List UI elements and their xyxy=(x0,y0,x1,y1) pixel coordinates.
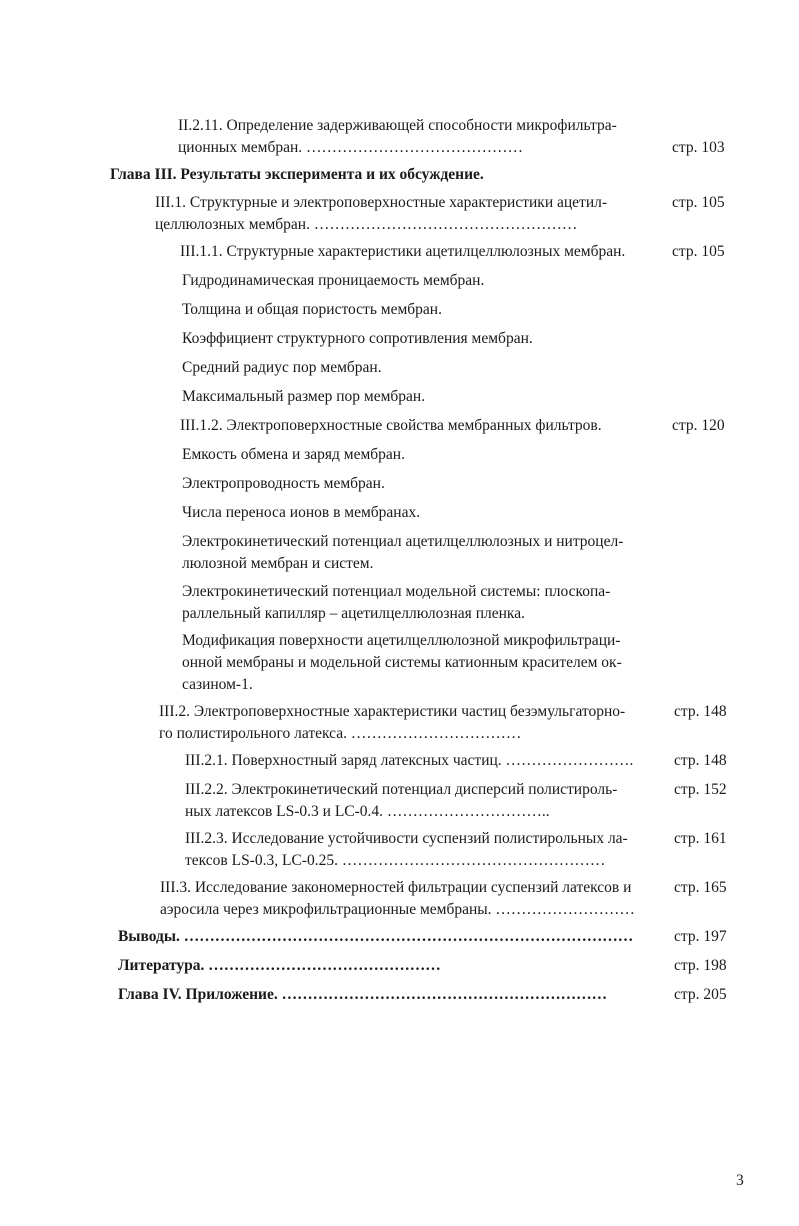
toc-entry-title xyxy=(182,357,382,379)
toc-entry-title xyxy=(182,473,385,495)
toc-line: III.2. Электроповерхностные характеристики частиц безэмульгаторно- xyxy=(159,703,626,720)
toc-line: Электропроводность мембран. xyxy=(182,475,385,492)
page-number: 3 xyxy=(736,1172,744,1189)
toc-page-ref: стр. 120 xyxy=(672,417,725,434)
toc-page-ref: стр. 197 xyxy=(674,928,727,945)
toc-line: III.2.1. Поверхностный заряд латексных частиц. ……………………. xyxy=(185,752,634,769)
toc-entry-title xyxy=(185,828,628,872)
toc-entry-title xyxy=(182,299,442,321)
toc-entry-title xyxy=(182,502,420,524)
toc-line: III.1.1. Структурные характеристики ацетилцеллюлозных мембран. xyxy=(180,243,626,260)
toc-line: III.3. Исследование закономерностей фильтрации суспензий латексов и xyxy=(160,879,632,896)
toc-line: Максимальный размер пор мембран. xyxy=(182,388,426,405)
toc-line: III.2.2. Электрокинетический потенциал дисперсий полистироль- xyxy=(185,781,618,798)
toc-line: Глава IV. Приложение. ……………………………………………………… xyxy=(118,986,608,1003)
toc-line: II.2.11. Определение задерживающей способности микрофильтра- xyxy=(178,117,617,134)
toc-entry-title xyxy=(180,241,625,263)
toc-entry-title xyxy=(182,270,484,292)
toc-line: Толщина и общая пористость мембран. xyxy=(182,301,442,318)
toc-entry-title xyxy=(155,192,607,236)
toc-entry-title xyxy=(110,164,484,186)
toc-line: люлозной мембран и систем. xyxy=(182,555,374,572)
toc-page-ref: стр. 148 xyxy=(674,752,727,769)
toc-line: Коэффициент структурного сопротивления мембран. xyxy=(182,330,533,347)
toc-page-ref: стр. 148 xyxy=(674,703,727,720)
toc-entry-title xyxy=(185,750,633,772)
toc-page-ref: стр. 205 xyxy=(674,986,727,1003)
toc-line: онной мембраны и модельной системы катионным красителем ок- xyxy=(182,654,622,671)
toc-line: целлюлозных мембран. …………………………………………… xyxy=(155,216,578,233)
toc-line: Модификация поверхности ацетилцеллюлозной микрофильтраци- xyxy=(182,632,621,649)
toc-line: Емкость обмена и заряд мембран. xyxy=(182,446,405,463)
toc-line: тексов LS-0.3, LC-0.25. …………………………………………… xyxy=(185,852,606,869)
toc-page-ref: стр. 105 xyxy=(672,194,725,211)
toc-line: Литература. ……………………………………… xyxy=(118,957,441,974)
toc-entry-title xyxy=(185,779,617,823)
toc-entry-title xyxy=(159,701,625,745)
toc-line: сазином-1. xyxy=(182,676,253,693)
toc-line: ционных мембран. …………………………………… xyxy=(178,139,524,156)
toc-page-ref: стр. 198 xyxy=(674,957,727,974)
toc-line: ных латексов LS-0.3 и LC-0.4. ………………………….. xyxy=(185,803,550,820)
toc-line: III.1. Структурные и электроповерхностные характеристики ацетил- xyxy=(155,194,608,211)
toc-page-ref: стр. 103 xyxy=(672,139,725,156)
toc-page-ref: стр. 161 xyxy=(674,830,727,847)
toc-line: го полистирольного латекса. …………………………… xyxy=(159,725,522,742)
toc-entry-title xyxy=(182,328,533,350)
toc-entry-title xyxy=(180,415,602,437)
toc-entry-title xyxy=(118,926,633,948)
toc-entry-title xyxy=(118,984,607,1006)
toc-line: Средний радиус пор мембран. xyxy=(182,359,382,376)
toc-line: аэросила через микрофильтрационные мембраны. ……………………… xyxy=(160,901,635,918)
toc-entry-title xyxy=(160,877,635,921)
toc-page-ref: стр. 165 xyxy=(674,879,727,896)
toc-line: III.1.2. Электроповерхностные свойства мембранных фильтров. xyxy=(180,417,602,434)
toc-line: раллельный капилляр – ацетилцеллюлозная пленка. xyxy=(182,605,525,622)
toc-line: Гидродинамическая проницаемость мембран. xyxy=(182,272,485,289)
toc-page-ref: стр. 152 xyxy=(674,781,727,798)
toc-entry-title xyxy=(182,581,610,625)
toc-line: Электрокинетический потенциал ацетилцеллюлозных и нитроцел- xyxy=(182,533,624,550)
toc-entry-title xyxy=(182,630,622,696)
toc-entry-title xyxy=(178,115,617,159)
toc-entry-title xyxy=(182,386,425,408)
toc-entry-title xyxy=(182,444,405,466)
toc-entry-title xyxy=(182,531,623,575)
toc-entry-title xyxy=(118,955,441,977)
toc-line: Выводы. …………………………………………………………………………… xyxy=(118,928,634,945)
toc-page-ref: стр. 105 xyxy=(672,243,725,260)
toc-line: III.2.3. Исследование устойчивости суспензий полистирольных ла- xyxy=(185,830,628,847)
toc-line: Числа переноса ионов в мембранах. xyxy=(182,504,421,521)
toc-line: Электрокинетический потенциал модельной системы: плоскопа- xyxy=(182,583,611,600)
toc-line: Глава III. Результаты эксперимента и их обсуждение. xyxy=(110,166,484,183)
